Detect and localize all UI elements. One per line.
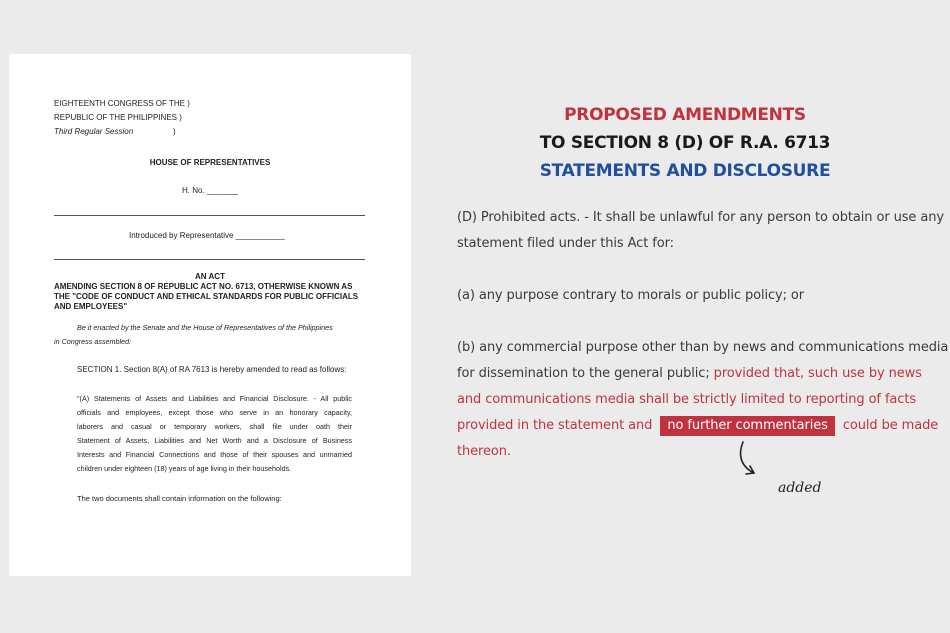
item-a: (a) any purpose contrary to morals or public policy; or [457,288,805,303]
act-line-2: THE "CODE OF CONDUCT AND ETHICAL STANDARDS FOR PUBLIC OFFICIALS [54,292,359,301]
bill-number: H. No. _______ [181,186,239,195]
added-note: added [778,480,822,496]
para-line-4: Statement of Assets, Liabilities and Net Worth and a Disclosure of Business [77,436,352,445]
para-line-1: "(A) Statements of Assets and Liabilities and Financial Disclosure. - All public [77,394,352,403]
act-title: AN ACT [195,272,225,281]
heading-section: TO SECTION 8 (D) OF R.A. 6713 [539,133,831,153]
para-line-5: Interests and Financial Connections and those of their spouses and unmarried [77,450,352,459]
para-line-6: children under eighteen (18) years of age living in their households. [77,464,292,473]
congress-line: EIGHTEENTH CONGRESS OF THE ) [54,99,190,108]
para-line-3: laborers and casual or temporary workers, shall file under oath their [77,422,352,431]
two-documents-line: The two documents shall contain information on the following: [77,494,282,503]
para-line-2: officials and employees, except those who serve in an honorary capacity, [77,408,352,417]
item-b-line-4 [457,418,938,433]
enact-line-1: Be it enacted by the Senate and the House of Representatives of the Philippines [77,323,333,332]
curved-arrow-icon [734,440,780,484]
item-b-line-2-proviso: provided that, such use by news [713,366,922,381]
item-b-line-5: thereon. [457,444,511,459]
divider-top [54,215,365,216]
session-paren: ) [173,127,176,136]
heading-statements: STATEMENTS AND DISCLOSURE [539,161,831,181]
item-b-line-1: (b) any commercial purpose other than by news and communications media [457,340,949,355]
document-page [9,54,411,576]
introduced-line: Introduced by Representative ___________ [129,231,285,240]
section-1: SECTION 1. Section 8(A) of RA 7613 is hereby amended to read as follows: [77,365,347,374]
amendment-panel [420,0,950,633]
item-b-line-2 [457,366,922,381]
highlight-no-further-commentaries: no further commentaries [660,416,834,436]
enact-line-2: in Congress assembled: [54,337,132,346]
divider-bottom [54,259,365,260]
prohibited-acts-line-1: (D) Prohibited acts. - It shall be unlawful for any person to obtain or use any [457,210,944,225]
item-b-line-3: and communications media shall be strictly limited to reporting of facts [457,392,917,407]
session-line: Third Regular Session [54,127,134,136]
act-line-1: AMENDING SECTION 8 OF REPUBLIC ACT NO. 6713, OTHERWISE KNOWN AS [54,282,353,291]
republic-line: REPUBLIC OF THE PHILIPPINES ) [54,113,182,122]
item-b-line-4-end: could be made [842,418,939,433]
item-b-line-4-start: provided in the statement and [457,418,653,433]
prohibited-acts-line-2: statement filed under this Act for: [457,236,674,251]
act-line-3: AND EMPLOYEES" [54,302,128,311]
item-b-line-2-normal: for dissemination to the general public; [457,366,710,381]
house-title: HOUSE OF REPRESENTATIVES [149,158,271,167]
heading-proposed: PROPOSED AMENDMENTS [564,105,806,125]
